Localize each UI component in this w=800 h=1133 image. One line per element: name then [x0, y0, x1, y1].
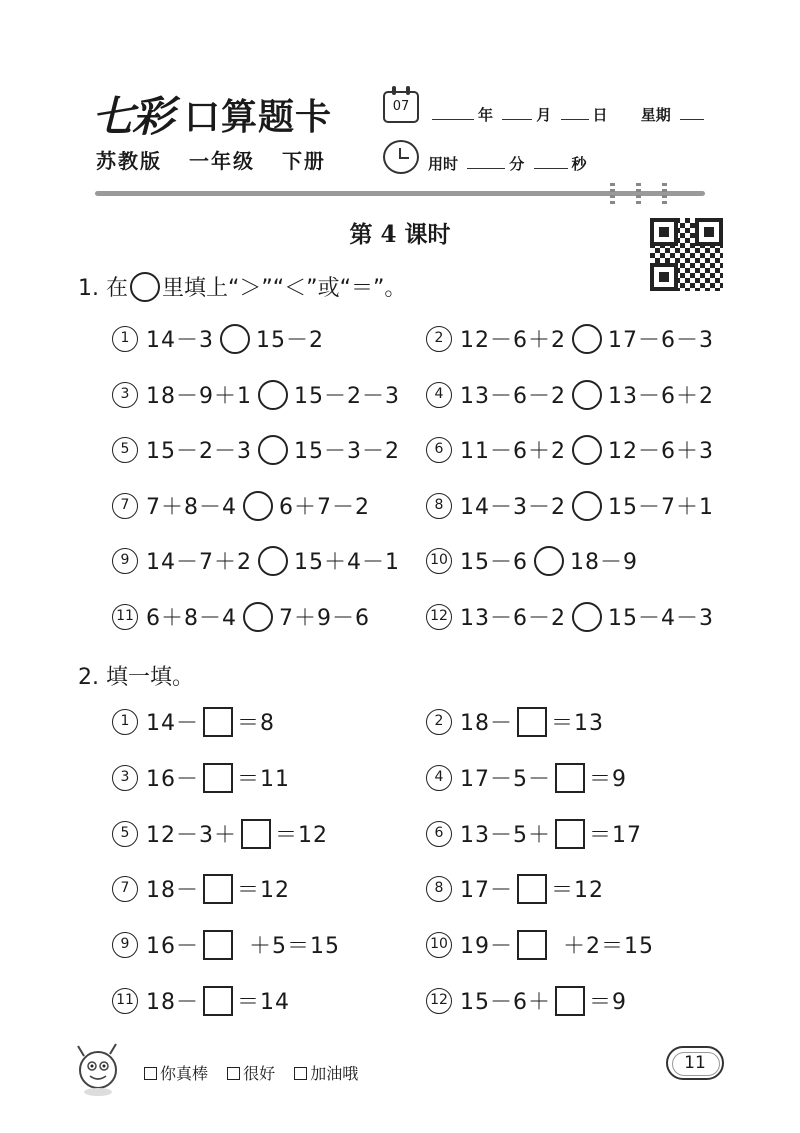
answer-box[interactable]	[203, 763, 233, 793]
right-expression: 15－7＋1	[608, 494, 714, 520]
left-expression: 12－6＋2	[460, 328, 566, 353]
month-blank[interactable]	[502, 105, 532, 120]
expression-before: 14－	[146, 711, 199, 736]
left-expression: 15－6	[460, 550, 528, 575]
answer-circle[interactable]	[572, 435, 602, 465]
problem-number: 3	[112, 765, 138, 791]
expression-before: 17－5－	[460, 766, 551, 792]
answer-box[interactable]	[203, 707, 233, 737]
answer-circle[interactable]	[572, 491, 602, 521]
right-expression: 17－6－3	[608, 328, 714, 353]
year-blank[interactable]	[432, 105, 474, 120]
rating-options	[144, 1061, 372, 1084]
expression-after: ＝13	[551, 711, 604, 736]
problem-number: 7	[112, 876, 138, 902]
problem-number: 4	[426, 382, 452, 408]
fill-problem	[426, 931, 654, 963]
day-blank[interactable]	[561, 105, 589, 120]
problem-number: 4	[426, 765, 452, 791]
problem-number: 9	[112, 548, 138, 574]
answer-circle[interactable]	[258, 435, 288, 465]
fill-problem	[426, 764, 627, 796]
answer-box[interactable]	[241, 819, 271, 849]
right-expression: 15－2	[256, 328, 324, 353]
compare-problem	[112, 325, 324, 357]
expression-after: ＝12	[275, 822, 328, 848]
answer-circle[interactable]	[572, 602, 602, 632]
answer-circle[interactable]	[243, 491, 273, 521]
fill-problem	[112, 931, 340, 963]
problem-number: 8	[426, 876, 452, 902]
weekday-blank[interactable]	[680, 105, 704, 120]
clock-icon	[383, 140, 419, 174]
expression-before: 19－	[460, 934, 513, 960]
left-expression: 14－3	[146, 328, 214, 353]
section2-title: 2. 填一填。	[78, 665, 194, 690]
left-expression: 18－9＋1	[146, 383, 252, 409]
compare-problem	[112, 547, 400, 579]
brand-name: 七彩	[92, 92, 173, 141]
fill-problem	[426, 987, 627, 1019]
problem-number: 8	[426, 493, 452, 519]
compare-problem	[112, 492, 370, 524]
right-expression: 12－6＋3	[608, 439, 714, 464]
calendar-day: 07	[392, 99, 410, 114]
problem-number: 1	[112, 326, 138, 352]
fill-problem	[112, 764, 290, 796]
answer-box[interactable]	[203, 930, 233, 960]
answer-circle[interactable]	[572, 324, 602, 354]
expression-before: 18－	[146, 990, 199, 1015]
lesson-title: 第 4 课时	[349, 221, 451, 248]
expression-after: ＝11	[237, 766, 290, 792]
brand-logo	[92, 92, 352, 142]
expression-before: 13－5＋	[460, 822, 551, 848]
right-expression: 15－3－2	[294, 439, 400, 464]
qr-code-icon[interactable]	[650, 218, 723, 291]
left-expression: 14－7＋2	[146, 550, 252, 575]
rating-good[interactable]: 很好	[227, 1064, 275, 1083]
left-expression: 15－2－3	[146, 439, 252, 464]
expression-before: 18－	[146, 878, 199, 904]
compare-problem	[112, 603, 370, 635]
problem-number: 12	[426, 988, 452, 1014]
calendar-icon	[383, 91, 419, 123]
problem-number: 3	[112, 382, 138, 408]
left-expression: 7＋8－4	[146, 494, 237, 520]
time-fields: 用时 分 秒	[428, 155, 587, 173]
problem-number: 7	[112, 493, 138, 519]
answer-circle[interactable]	[534, 546, 564, 576]
answer-box[interactable]	[555, 986, 585, 1016]
right-expression: 7＋9－6	[279, 605, 370, 631]
edition-line	[96, 145, 344, 174]
edition-volume: 下册	[281, 149, 326, 173]
answer-circle[interactable]	[220, 324, 250, 354]
answer-box[interactable]	[517, 874, 547, 904]
edition-grade: 一年级	[188, 149, 255, 173]
checkbox-icon[interactable]	[144, 1067, 157, 1080]
rating-great[interactable]: 你真棒	[144, 1064, 208, 1083]
expression-after: ＝12	[551, 878, 604, 904]
edition-publisher: 苏教版	[96, 149, 162, 173]
right-expression: 15－4－3	[608, 605, 714, 631]
minutes-blank[interactable]	[467, 154, 505, 169]
compare-problem	[426, 547, 638, 579]
answer-circle[interactable]	[572, 380, 602, 410]
right-expression: 13－6＋2	[608, 383, 714, 409]
problem-number: 1	[112, 709, 138, 735]
page-number: 11	[666, 1046, 724, 1080]
right-expression: 18－9	[570, 550, 638, 575]
expression-before: 18－	[460, 711, 513, 736]
compare-problem	[426, 603, 714, 635]
fill-problem	[426, 820, 642, 852]
compare-problem	[426, 492, 714, 524]
compare-problem	[426, 436, 714, 468]
compare-problem	[426, 325, 714, 357]
fill-problem	[112, 987, 290, 1019]
problem-number: 11	[112, 604, 138, 630]
problem-number: 5	[112, 437, 138, 463]
fill-problem	[426, 875, 604, 907]
answer-box[interactable]	[555, 819, 585, 849]
compare-problem	[112, 381, 400, 413]
answer-box[interactable]	[555, 763, 585, 793]
date-fields: 年 月 日 星期	[428, 104, 708, 125]
expression-before: 16－	[146, 766, 199, 792]
left-expression: 13－6－2	[460, 605, 566, 631]
answer-box[interactable]	[203, 986, 233, 1016]
problem-number: 2	[426, 709, 452, 735]
checkbox-icon[interactable]	[294, 1067, 307, 1080]
expression-after: ＋5＝15	[249, 934, 340, 960]
problem-number: 6	[426, 821, 452, 847]
fill-problem	[426, 708, 604, 740]
expression-before: 16－	[146, 934, 199, 960]
left-expression: 14－3－2	[460, 494, 566, 520]
expression-before: 15－6＋	[460, 990, 551, 1015]
expression-after: ＝9	[589, 766, 627, 792]
left-expression: 13－6－2	[460, 383, 566, 409]
compare-problem	[112, 436, 400, 468]
answer-box[interactable]	[517, 707, 547, 737]
checkbox-icon[interactable]	[227, 1067, 240, 1080]
expression-after: ＝14	[237, 990, 290, 1015]
compare-problem	[426, 381, 714, 413]
mascot-icon	[70, 1040, 128, 1098]
right-expression: 15－2－3	[294, 383, 400, 409]
fill-problem	[112, 708, 275, 740]
oval-sample-icon	[130, 272, 160, 302]
expression-after: ＝9	[589, 990, 627, 1015]
right-expression: 15＋4－1	[294, 550, 400, 575]
expression-after: ＋2＝15	[563, 934, 654, 960]
problem-number: 11	[112, 988, 138, 1014]
answer-box[interactable]	[203, 874, 233, 904]
problem-number: 12	[426, 604, 452, 630]
expression-after: ＝17	[589, 822, 642, 848]
expression-before: 17－	[460, 878, 513, 904]
right-expression: 6＋7－2	[279, 494, 370, 520]
expression-before: 12－3＋	[146, 822, 237, 848]
seconds-blank[interactable]	[534, 154, 568, 169]
expression-after: ＝8	[237, 711, 275, 736]
problem-number: 10	[426, 932, 452, 958]
section1-title: 1. 在 里填上“＞”“＜”或“＝”。	[78, 271, 406, 304]
fill-problem	[112, 820, 328, 852]
left-expression: 11－6＋2	[460, 439, 566, 464]
problem-number: 9	[112, 932, 138, 958]
brand-title: 口算题卡	[184, 97, 333, 138]
answer-box[interactable]	[517, 930, 547, 960]
rating-keep-going[interactable]: 加油哦	[294, 1064, 358, 1083]
answer-circle[interactable]	[258, 546, 288, 576]
problem-number: 10	[426, 548, 452, 574]
left-expression: 6＋8－4	[146, 605, 237, 631]
problem-number: 2	[426, 326, 452, 352]
problem-number: 6	[426, 437, 452, 463]
fill-problem	[112, 875, 290, 907]
problem-number: 5	[112, 821, 138, 847]
answer-circle[interactable]	[258, 380, 288, 410]
expression-after: ＝12	[237, 878, 290, 904]
answer-circle[interactable]	[243, 602, 273, 632]
